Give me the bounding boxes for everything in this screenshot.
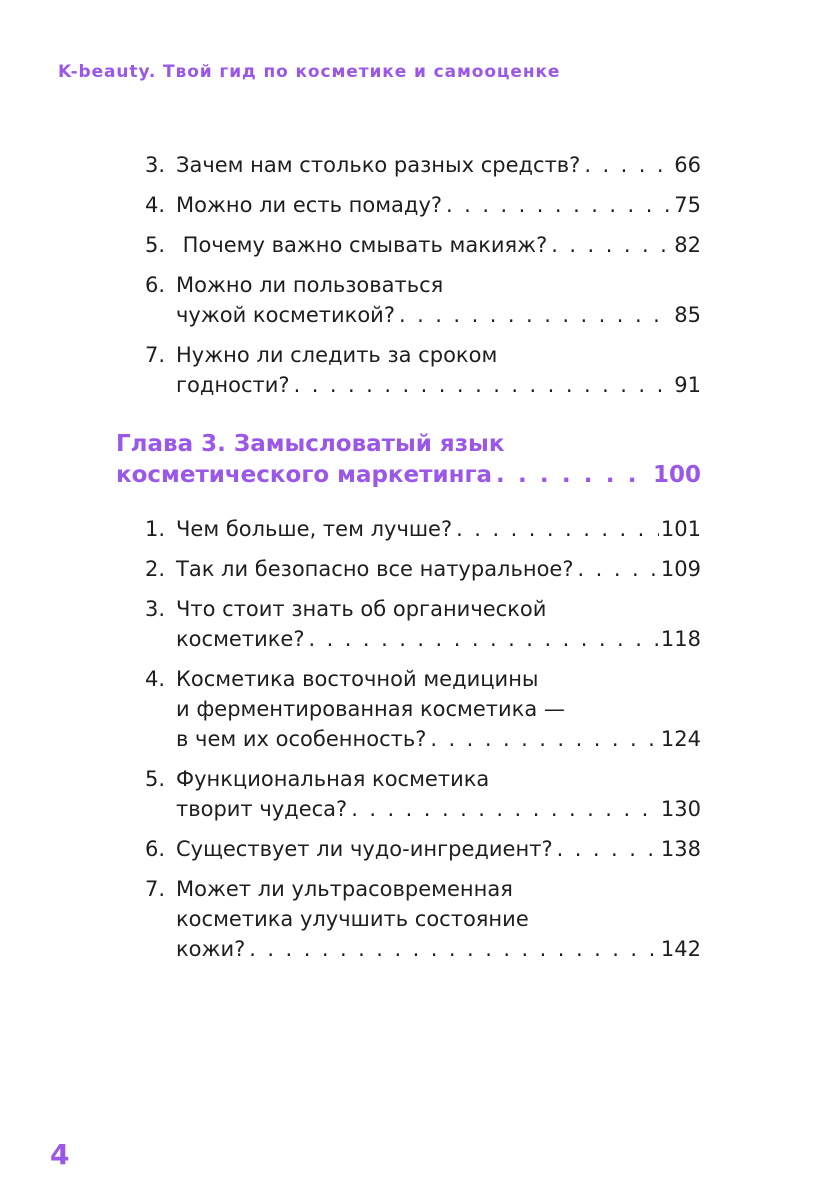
chapter-title-line-2: косметического маркетинга [116,462,493,488]
toc-entry-number: 7. [145,343,166,367]
toc-entry-page-number: 142 [660,937,701,961]
toc-entry-leader-line [176,834,701,864]
toc-entry[interactable] [145,150,701,180]
toc-entry-title-line: Что стоит знать об органической [176,597,547,621]
page-number: 4 [50,1138,70,1171]
toc-entry[interactable] [145,594,701,654]
toc-entry-leader-line [176,624,701,654]
toc-entry[interactable] [145,664,701,754]
toc-chapter-heading[interactable] [116,429,701,491]
toc-entry-number: 4. [145,193,166,217]
toc-entry-title-line: кожи? [176,937,246,961]
chapter-title-line-1: Глава 3. Замысловатый язык [116,431,505,457]
toc-entry-title-line: Почему важно смывать макияж? [176,233,548,257]
toc-entry-number: 1. [145,517,166,541]
toc-entry-title-line: и ферментированная косметика — [176,697,565,721]
toc-entry-title-line: Существует ли чудо-ингредиент? [176,837,553,861]
toc-entry-number: 7. [145,877,166,901]
toc-entry-page-number: 101 [660,517,701,541]
dot-leader [308,624,658,654]
toc-entry-leader-line [176,190,701,220]
toc-entry[interactable] [145,874,701,964]
toc-entry-number: 2. [145,557,166,581]
toc-entry-page-number: 82 [674,233,701,257]
dot-leader [446,190,672,220]
toc-entry-title-line: годности? [176,373,290,397]
toc-entry-leader-line [176,724,701,754]
toc-entry-title-line: Зачем нам столько разных средств? [176,153,581,177]
toc-entry[interactable] [145,270,701,330]
toc-entry-number: 5. [145,767,166,791]
dot-leader [578,554,659,584]
toc-entry-leader-line [176,554,701,584]
toc-entry[interactable] [145,764,701,824]
toc-section-chapter-2 [145,150,701,400]
toc-entry-leader-line [176,514,701,544]
toc-entry[interactable] [145,190,701,220]
toc-entry-number: 3. [145,153,166,177]
toc-entry-number: 3. [145,597,166,621]
toc-entry-title-line: косметика улучшить состояние [176,907,529,931]
dot-leader [551,230,672,260]
toc-entry-page-number: 109 [660,557,701,581]
toc-entry-number: 4. [145,667,166,691]
toc-entry-number: 5. [145,233,166,257]
toc-entry[interactable] [145,230,701,260]
dot-leader [249,934,659,964]
toc-entry-page-number: 118 [660,627,701,651]
toc-entry-title-line: Функциональная косметика [176,767,490,791]
running-header: K-beauty. Твой гид по косметике и самооценке [58,62,561,82]
toc-entry[interactable] [145,340,701,400]
toc-entry-page-number: 130 [660,797,701,821]
toc-entry-number: 6. [145,837,166,861]
toc-entry[interactable] [145,834,701,864]
toc-entry-number: 6. [145,273,166,297]
dot-leader [496,460,651,491]
toc-entry-title-line: Так ли безопасно все натуральное? [176,557,574,581]
toc-entry-page-number: 75 [674,193,701,217]
dot-leader [294,370,673,400]
dot-leader [456,514,659,544]
toc-entry-title-line: в чем их особенность? [176,727,427,751]
toc-entry-page-number: 66 [674,153,701,177]
toc-entry-title-line: Чем больше, тем лучше? [176,517,453,541]
toc-entry-leader-line [176,300,701,330]
toc-entry-page-number: 138 [660,837,701,861]
toc-entry-title-line: творит чудеса? [176,797,348,821]
dot-leader [399,300,672,330]
toc-entry-title-line: чужой косметикой? [176,303,395,327]
toc-entry-page-number: 91 [674,373,701,397]
toc-entry-leader-line [176,370,701,400]
chapter-leader-line [116,460,701,491]
toc-entry-title-line: Нужно ли следить за сроком [176,343,498,367]
toc-entry-title-line: Можно ли есть помаду? [176,193,443,217]
table-of-contents [116,150,701,964]
dot-leader [351,794,659,824]
toc-entry-title-line: косметике? [176,627,305,651]
toc-entry-page-number: 124 [660,727,701,751]
toc-entry-title-line: Косметика восточной медицины [176,667,539,691]
toc-entry-title-line: Может ли ультрасовременная [176,877,513,901]
toc-entry-leader-line [176,794,701,824]
dot-leader [584,150,672,180]
toc-entry-page-number: 85 [674,303,701,327]
toc-entry-title-line: Можно ли пользоваться [176,273,444,297]
toc-entry[interactable] [145,514,701,544]
toc-entry-leader-line [176,934,701,964]
dot-leader [430,724,659,754]
toc-section-chapter-3 [145,514,701,964]
toc-entry-leader-line [176,230,701,260]
dot-leader [557,834,659,864]
toc-entry-leader-line [176,150,701,180]
chapter-page-number: 100 [652,462,701,488]
toc-entry[interactable] [145,554,701,584]
